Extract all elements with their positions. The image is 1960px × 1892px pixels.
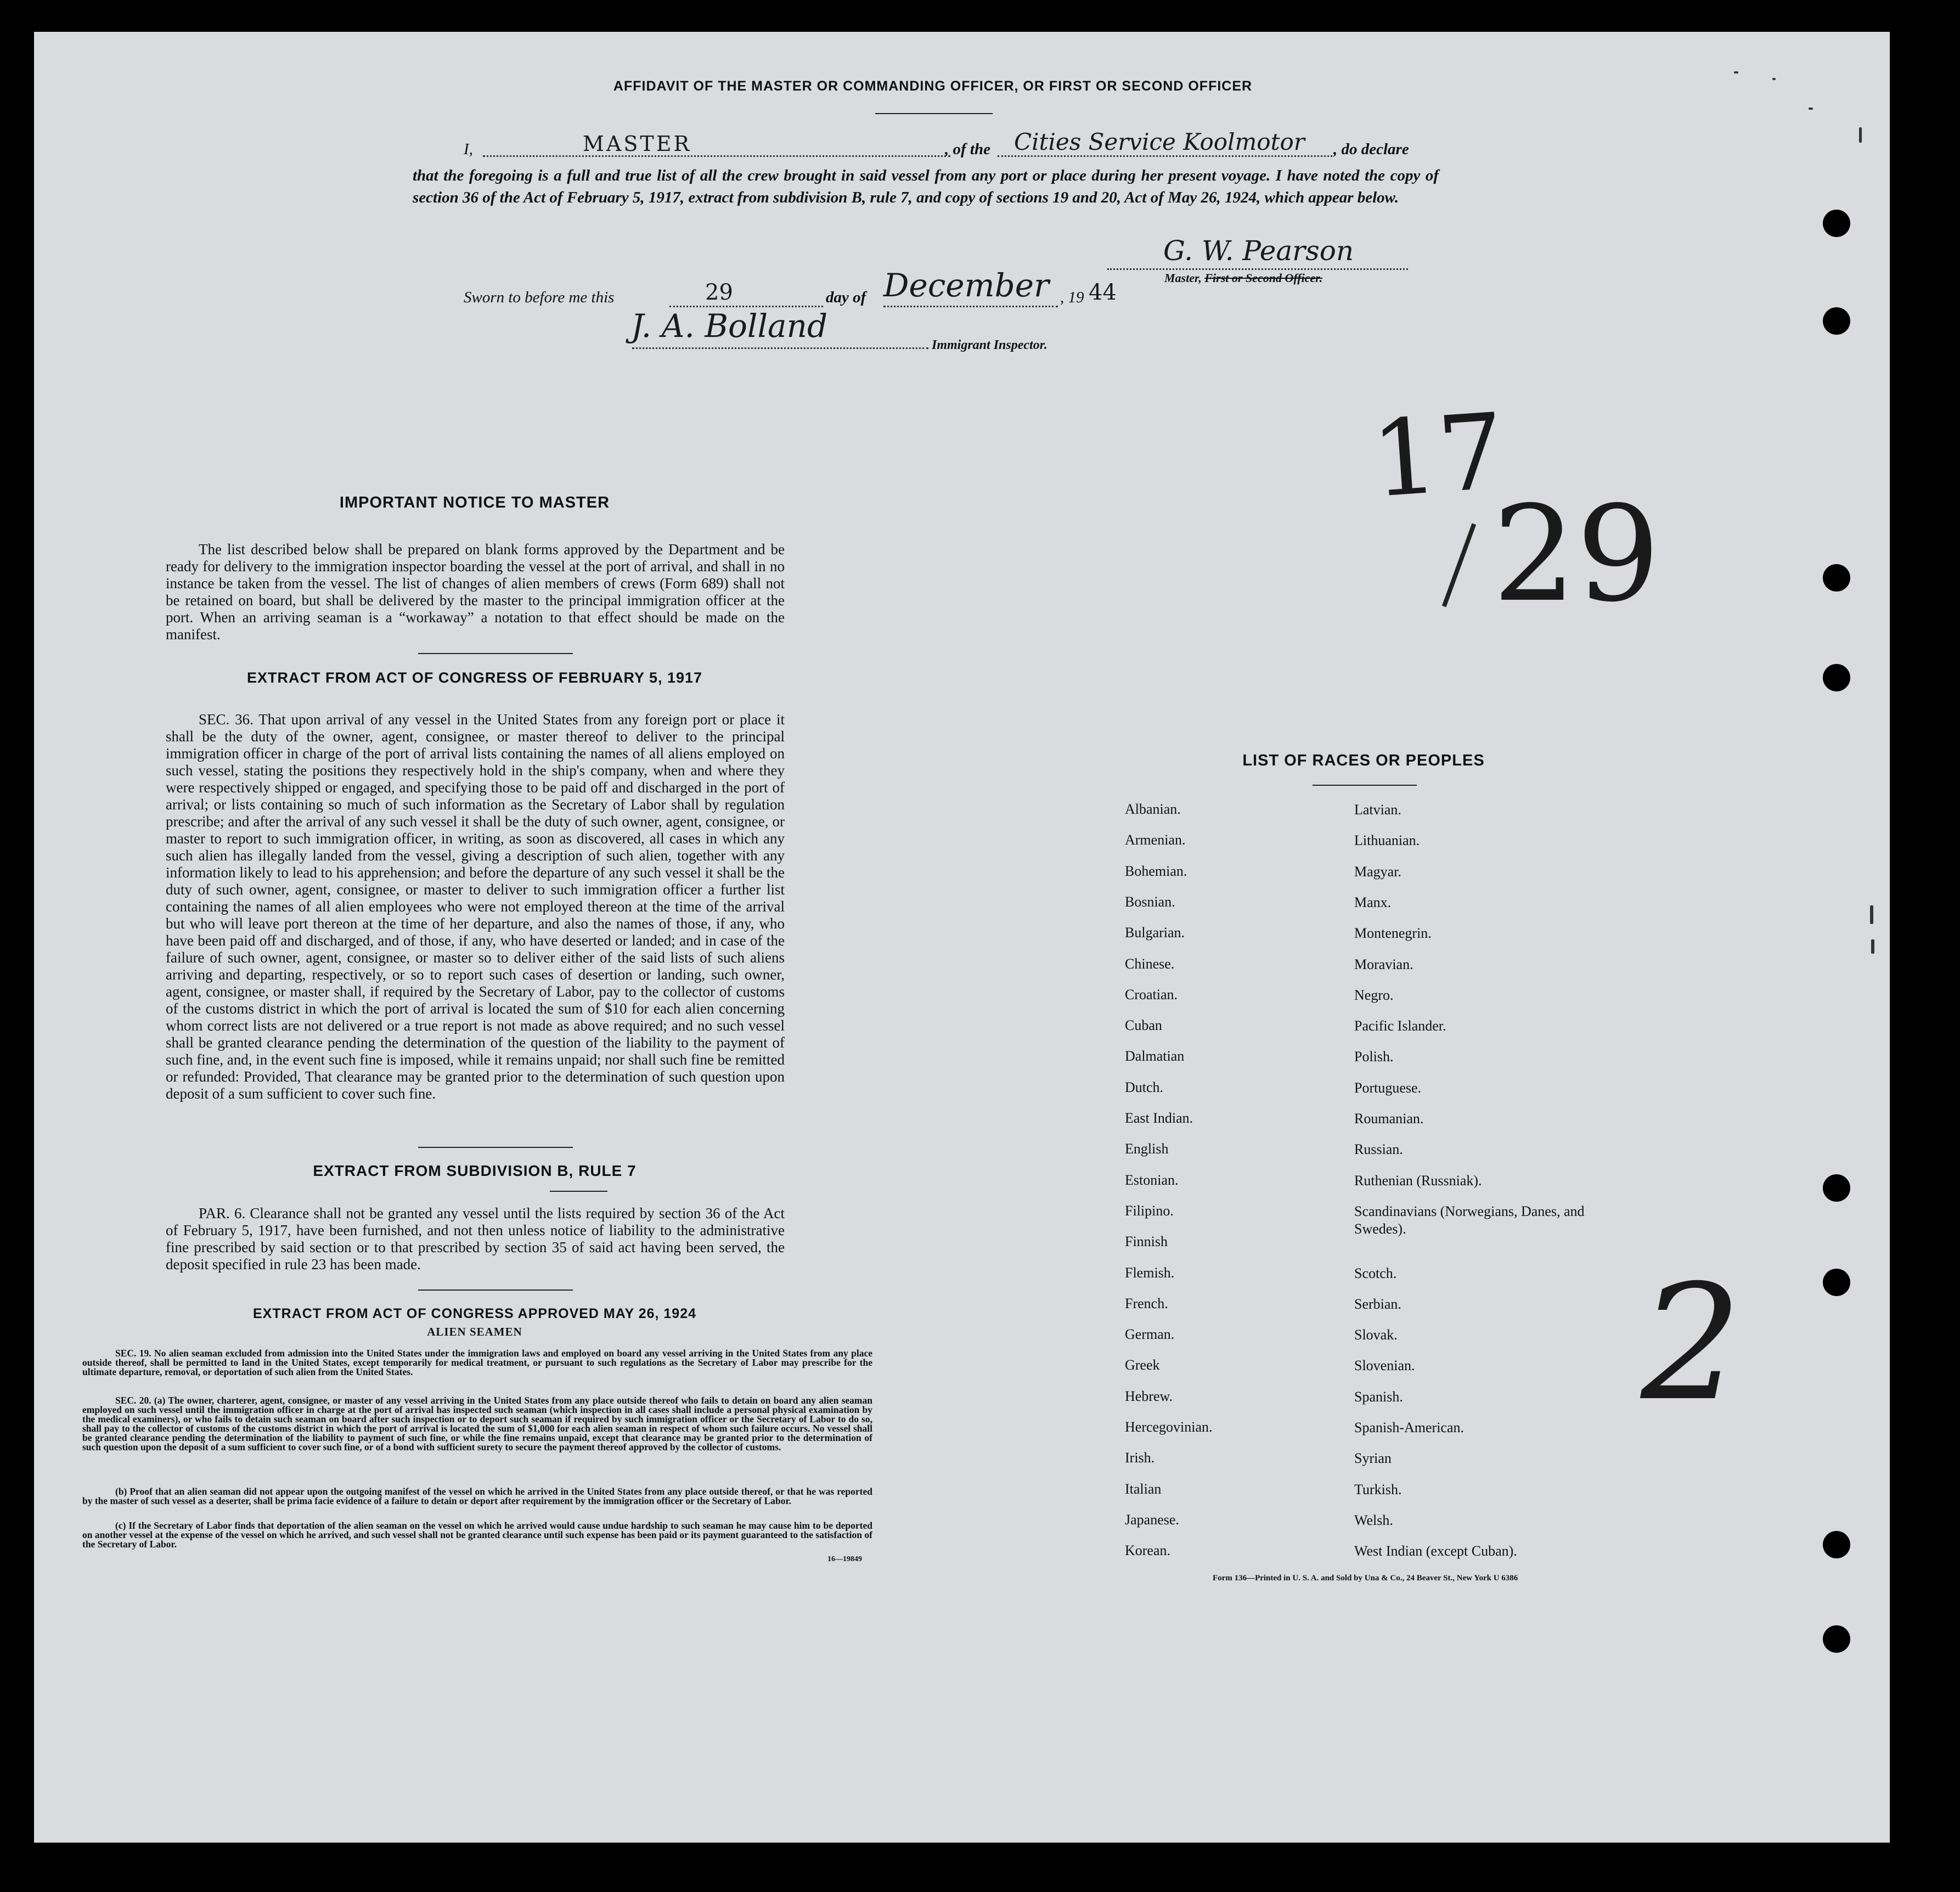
edge-mark	[1809, 108, 1813, 110]
race-item: Negro.	[1354, 987, 1394, 1003]
handwritten-page-mark: 2	[1641, 1251, 1742, 1436]
extract-1924-sec20c: (c) If the Secretary of Labor finds that deportation of the alien seaman on the vessel on which he arrived would cause undue hardship to such seaman he may cause him to be deported on another vessel at the expense of the vessel on which he arrived, and such vessel shall not be granted clearance until such expense has been paid or its payment guaranteed to the satisfaction of the Secretary of Labor.	[82, 1520, 872, 1550]
race-item: Croatian.	[1125, 986, 1178, 1003]
race-item: English	[1125, 1141, 1169, 1157]
day-of-label: day of	[826, 289, 866, 306]
race-item: Bulgarian.	[1125, 925, 1185, 941]
race-item: Polish.	[1354, 1049, 1394, 1065]
sworn-year: 44	[1089, 280, 1117, 305]
race-item: Pacific Islander.	[1354, 1018, 1446, 1034]
extract-1924-sec19: SEC. 19. No alien seaman excluded from admission into the United States under the immigration laws and employed on board any vessel arriving in the United States from any place outside thereof, shall be permitted to land in the United States, except temporarily for medical treatment, or pursuant to such regulations as the Secretary of Labor may prescribe for the ultimate departure, removal, or deportation of such alien from the United States.	[82, 1348, 872, 1377]
month-line	[883, 305, 1058, 307]
inspector-signature: J. A. Bolland	[631, 307, 828, 345]
extract-1917-title: EXTRACT FROM ACT OF CONGRESS OF FEBRUARY 5, 1917	[246, 669, 703, 686]
vessel-name-handwritten: Cities Service Koolmotor	[1014, 128, 1305, 155]
inspector-caption: Immigrant Inspector.	[932, 338, 1047, 352]
races-rule	[1313, 785, 1417, 786]
title-rule	[875, 113, 993, 114]
race-item: Roumanian.	[1354, 1111, 1424, 1127]
of-the-label: , of the	[945, 140, 990, 158]
race-item: Montenegrin.	[1354, 925, 1432, 942]
handwritten-fraction-top: 17	[1367, 390, 1509, 521]
form-printer-note: Form 136—Printed in U. S. A. and Sold by Una & Co., 24 Beaver St., New York U 6386	[1213, 1574, 1518, 1583]
race-item: Scandinavians (Norwegians, Danes, and Swedes).	[1354, 1203, 1585, 1237]
race-item: Dutch.	[1125, 1079, 1164, 1095]
race-item: Filipino.	[1125, 1202, 1174, 1219]
race-item: Russian.	[1354, 1141, 1403, 1158]
race-item: Manx.	[1354, 894, 1392, 910]
races-title: LIST OF RACES OR PEOPLES	[1242, 752, 1485, 769]
race-item: Lithuanian.	[1354, 832, 1420, 849]
sworn-label: Sworn to before me this	[464, 289, 615, 306]
race-item: Bohemian.	[1125, 863, 1187, 879]
race-item: Cuban	[1125, 1017, 1162, 1034]
master-signature: G. W. Pearson	[1163, 235, 1354, 267]
race-item: Flemish.	[1125, 1264, 1175, 1281]
race-item: Irish.	[1125, 1450, 1155, 1466]
section-rule	[418, 1147, 573, 1148]
handwritten-fraction-bottom: 29	[1492, 477, 1660, 631]
extract-rule7-title: EXTRACT FROM SUBDIVISION B, RULE 7	[313, 1162, 637, 1179]
extract-1924-sec20a: SEC. 20. (a) The owner, charterer, agent, consignee, or master of any vessel arriving in the United States from any place outside thereof who fails to detain on board any alien seaman employed on such vessel until the immigration officer in charge at the port of arrival has inspected such seaman (which inspection in all cases shall include a personal physical examination by the medical examiners), or who fails to detain such seaman on board after such inspection or to deport such seaman if required by such immigration officer or the Secretary of Labor to do so, shall pay to the collector of customs of the customs district in which the port of arrival is located the sum of $1,000 for each alien seaman in respect of whom such failure occurs. No vessel shall be granted clearance pending the determination of the liability to payment of such fine, or while the fine remains unpaid, except that clearance may be granted prior to the determination of such question upon the deposit of a sum sufficient to cover such fine, or of a bond with sufficient surety to secure the payment thereof approved by the collector of customs.	[82, 1395, 872, 1452]
master-caption	[1164, 271, 1322, 285]
extract-1924-sec20b: (b) Proof that an alien seaman did not appear upon the outgoing manifest of the vessel on which he arrived in the United States from any place outside thereof, or that he was reported by the master of such vessel as a deserter, shall be prima facie evidence of a failure to detain or deport after requirement by the immigration officer or the Secretary of Labor.	[82, 1486, 872, 1506]
extract-1924-code: 16—19849	[827, 1555, 862, 1563]
punch-hole	[1823, 1625, 1850, 1653]
race-item: East Indian.	[1125, 1110, 1193, 1126]
race-item: Slovak.	[1354, 1327, 1398, 1343]
race-item: Korean.	[1125, 1542, 1171, 1559]
affidavit-i-label: I,	[464, 140, 473, 158]
race-item: Hebrew.	[1125, 1388, 1173, 1404]
section-rule	[418, 1290, 573, 1291]
race-item: Spanish-American.	[1354, 1420, 1465, 1435]
section-rule	[418, 653, 573, 654]
race-item: Portuguese.	[1354, 1079, 1422, 1096]
race-item: Ruthenian (Russniak).	[1354, 1172, 1482, 1189]
race-item: Syrian	[1354, 1450, 1392, 1467]
affidavit-statement: that the foregoing is a full and true list of all the crew brought in said vessel from any port or place during her present voyage. I have noted the copy of section 36 of the Act of February 5, 1917, extract from subdivision B, rule 7, and copy of sections 19 and 20, Act of May 26, 1924, which appear below.	[413, 167, 1439, 206]
race-item: Scotch.	[1354, 1265, 1397, 1281]
race-item: Chinese.	[1125, 955, 1175, 972]
race-item: Finnish	[1125, 1234, 1168, 1250]
race-item: Latvian.	[1354, 802, 1401, 818]
sworn-day: 29	[705, 280, 733, 305]
punch-hole	[1823, 1531, 1850, 1558]
notice-title: IMPORTANT NOTICE TO MASTER	[339, 494, 610, 511]
edge-mark	[1870, 905, 1873, 924]
race-item: West Indian (except Cuban).	[1354, 1543, 1517, 1559]
race-item: Turkish.	[1354, 1481, 1402, 1497]
notice-text: The list described below shall be prepared on blank forms approved by the Department and be ready for delivery to the immigration inspector boarding the vessel at the port of arrival, and shall in no instance be taken from the vessel. The list of changes of alien members of crews (Form 689) shall not be retained on board, but shall be delivered by the master to the principal immigration officer at the port. When an arriving seaman is a “workaway” a notation to that effect should be made on the manifest.	[166, 541, 785, 643]
punch-hole	[1823, 1174, 1850, 1202]
do-declare-label: , do declare	[1333, 140, 1409, 158]
race-item: Serbian.	[1354, 1296, 1401, 1312]
punch-hole	[1823, 564, 1850, 592]
master-caption-struck: First or Second Officer.	[1204, 271, 1323, 285]
punch-hole	[1823, 210, 1850, 237]
master-signature-line	[1107, 268, 1408, 270]
race-item: Welsh.	[1354, 1512, 1393, 1528]
race-item: Japanese.	[1125, 1511, 1179, 1528]
section-rule	[550, 1191, 607, 1192]
race-item: French.	[1125, 1295, 1168, 1311]
extract-rule7-text: PAR. 6. Clearance shall not be granted any vessel until the lists required by section 36 of the Act of February 5, 1917, have been furnished, and not then unless notice of liability to the administrative fine prescribed by said section or to that prescribed by section 35 of said act having been served, the deposit specified in rule 23 has been made.	[166, 1205, 785, 1272]
edge-mark	[1871, 939, 1874, 954]
race-item: Albanian.	[1125, 801, 1181, 817]
edge-mark	[1734, 71, 1738, 74]
race-item: Spanish.	[1354, 1388, 1403, 1405]
inspector-line	[632, 347, 928, 349]
race-item: Bosnian.	[1125, 893, 1175, 910]
punch-hole	[1823, 664, 1850, 691]
race-item: Greek	[1125, 1357, 1160, 1373]
extract-1917-text: SEC. 36. That upon arrival of any vessel in the United States from any foreign port or place it shall be the duty of the owner, agent, consignee, or master thereof to deliver to the principal immigration officer in charge of the port of arrival lists containing the names of all aliens employed on such vessel, stating the positions they respectively hold in the ship's company, when and where they were respectively shipped or engaged, and specifying those to be paid off and discharged in the port of arrival; or lists containing so much of such information as the Secretary of Labor shall by regulation prescribe; and after the arrival of any such vessel it shall be the duty of such owner, agent, consignee, or master to report to such immigration officer, in writing, as soon as discovered, all cases in which any such alien has illegally landed from the vessel, giving a description of such alien, together with any information likely to lead to his apprehension; and before the departure of any such vessel it shall be the duty of such owner, agent, consignee, or master to deliver to such immigration officer a further list containing the names of all alien employees who were not employed thereon at the time of the arrival but who will leave port thereon at the time of her departure, and also the names of those, if any, who have been paid off and discharged, and of those, if any, who have deserted or landed; and in case of the failure of such owner, agent, consignee, or master so to deliver either of the said lists of such aliens arriving and departing, respectively, or so to report such cases of desertion or landing, such owner, agent, consignee, or master shall, if required by the Secretary of Labor, pay to the collector of customs of the customs district in which the port of arrival is located the sum of $10 for each alien concerning whom correct lists are not delivered or a true report is not made as above required; and no such vessel shall be granted clearance pending the determination of the question of the liability to the payment of such fine, and, in the event such fine is imposed, while it remains unpaid; nor shall such fine be remitted or refunded: Provided, That clearance may be granted prior to the determination of such question upon deposit of a sum sufficient to cover such fine.	[166, 711, 785, 1102]
sworn-month: December	[883, 267, 1049, 304]
edge-mark	[1859, 127, 1862, 143]
extract-1924-subtitle: ALIEN SEAMEN	[427, 1325, 522, 1338]
race-item: Dalmatian	[1125, 1048, 1185, 1065]
race-item: Estonian.	[1125, 1172, 1179, 1188]
extract-1924-title: EXTRACT FROM ACT OF CONGRESS APPROVED MAY 26, 1924	[252, 1306, 697, 1321]
race-item: Hercegovinian.	[1125, 1419, 1213, 1435]
punch-hole	[1823, 307, 1850, 335]
race-item: German.	[1125, 1326, 1175, 1343]
race-item: Italian	[1125, 1480, 1162, 1497]
affidavit-title: AFFIDAVIT OF THE MASTER OR COMMANDING OFFICER, OR FIRST OR SECOND OFFICER	[613, 78, 1253, 94]
master-name-handwritten: MASTER	[583, 132, 692, 156]
race-item: Armenian.	[1125, 832, 1186, 848]
race-item: Slovenian.	[1354, 1358, 1415, 1374]
master-caption-kept: Master,	[1164, 271, 1202, 285]
punch-hole	[1823, 1269, 1850, 1296]
year-prefix: , 19	[1060, 289, 1084, 306]
race-item: Moravian.	[1354, 956, 1413, 972]
race-item: Magyar.	[1354, 863, 1401, 880]
name-line	[483, 155, 950, 157]
